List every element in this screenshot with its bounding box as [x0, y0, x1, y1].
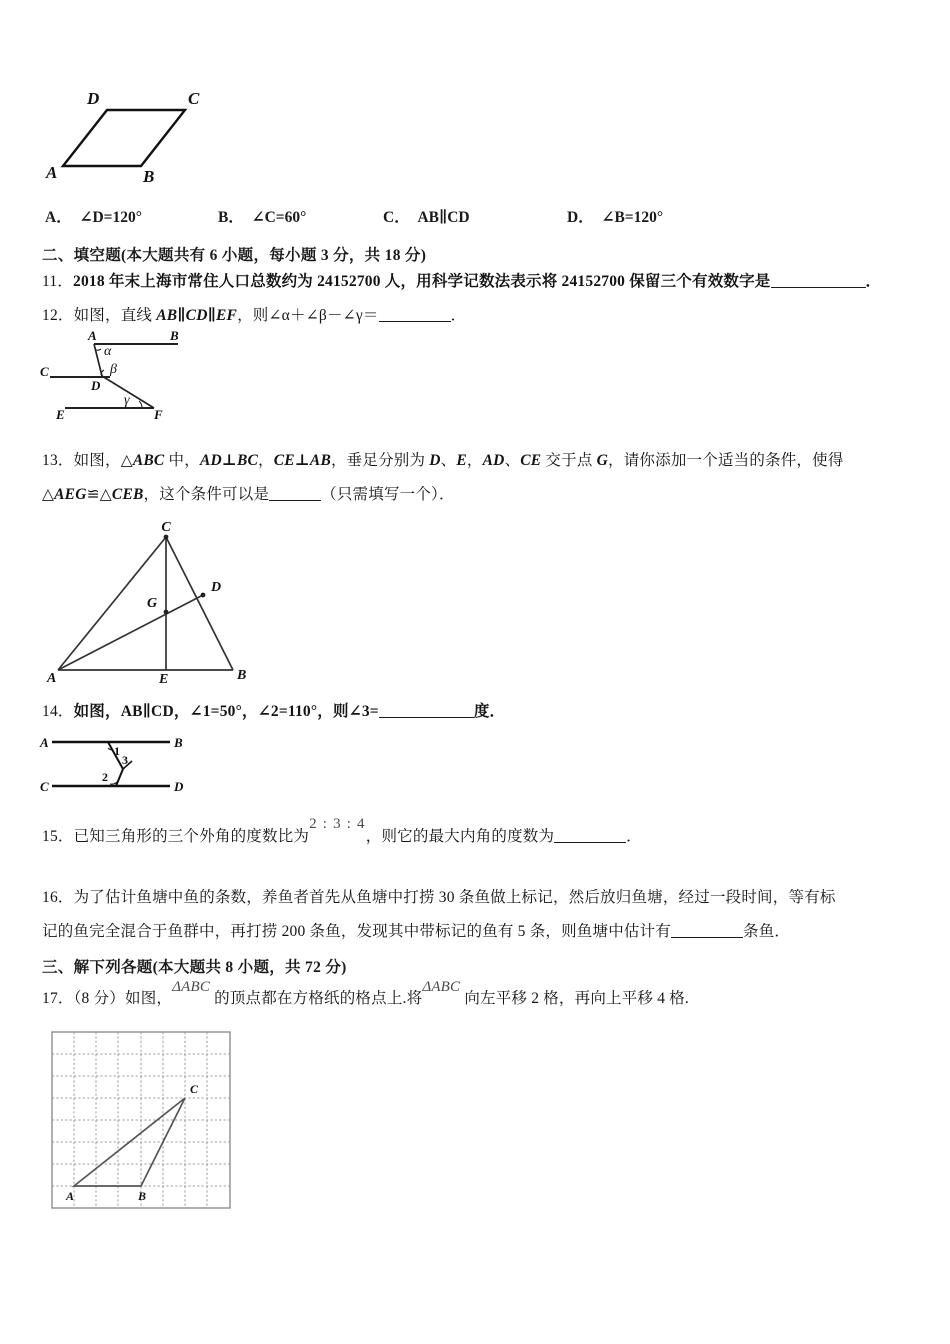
label-B: B: [170, 328, 179, 343]
label-B: B: [174, 735, 183, 750]
q13-l2-m2: CEB: [111, 486, 144, 503]
question-16-line-2: [42, 920, 932, 944]
label-beta: β: [110, 362, 117, 377]
q16-t3: 条鱼．: [743, 923, 791, 940]
q11-text: 2018 年末上海市常住人口总数约为 24152700 人，用科学记数法表示将 24152700 保留三个有效数字是: [73, 273, 771, 290]
q13-l2-t3: ，这个条件可以是: [143, 486, 270, 503]
q12-text-a: 如图，直线: [73, 307, 157, 324]
q17-t2: 的顶点都在方格纸的格点上.将: [214, 990, 423, 1007]
label-B: B: [138, 1189, 147, 1203]
label-A: A: [66, 1189, 75, 1203]
angle-1-label: 1: [114, 744, 120, 758]
q11-answer-blank[interactable]: [771, 287, 866, 288]
q12-answer-blank[interactable]: [379, 321, 451, 322]
q15-answer-blank[interactable]: [554, 842, 626, 843]
q16-t2: 记的鱼完全混合于鱼群中，再打捞 200 条鱼，发现其中带标记的鱼有 5 条，则鱼塘中估计有: [42, 923, 672, 940]
label-alpha: α: [104, 344, 112, 359]
label-E: E: [56, 407, 65, 422]
section-3-heading: 三、解下列各题(本大题共 8 小题，共 72 分): [42, 959, 347, 976]
label-D: D: [211, 580, 222, 595]
q13-m5: E: [456, 452, 467, 469]
q13-t3: ，: [258, 452, 274, 469]
q13-t6: ，: [466, 452, 483, 469]
q13-m1: ABC: [132, 452, 165, 469]
label-B: B: [237, 668, 247, 683]
question-14: [42, 700, 927, 724]
angle-3-label: 3: [122, 753, 128, 767]
q13-t1: 如图，△: [73, 452, 133, 469]
label-gamma: γ: [124, 393, 130, 408]
label-A: A: [46, 163, 58, 182]
question-13-line-1: [42, 449, 927, 473]
label-C: C: [40, 364, 49, 379]
q13-m3: CE⊥AB: [273, 452, 331, 469]
label-B: B: [143, 167, 155, 186]
label-C: C: [161, 520, 171, 535]
question-11: [42, 270, 922, 294]
label-F: F: [154, 407, 163, 422]
question-16-line-1: [42, 886, 932, 910]
q13-t2: 中，: [164, 452, 200, 469]
q17-grid-figure: [50, 1030, 236, 1212]
question-12: [42, 304, 922, 328]
label-D: D: [174, 779, 184, 794]
choice-A[interactable]: A． ∠D=120°: [45, 209, 142, 226]
q12-number: 12．: [42, 307, 74, 324]
q14-m1: AB∥CD: [120, 703, 174, 720]
label-A: A: [47, 671, 57, 686]
q13-m7: CE: [520, 452, 542, 469]
q14-t3: 度．: [473, 703, 506, 720]
label-A: A: [88, 328, 97, 343]
q14-t1: 如图，: [73, 703, 121, 720]
q14-answer-blank[interactable]: [379, 717, 474, 718]
q17-formula-b: ΔABC: [422, 979, 461, 995]
q16-t1: 为了估计鱼塘中鱼的条数，养鱼者首先从鱼塘中打捞 30 条鱼做上标记，然后放归鱼塘，经过一段时间，等有标: [73, 889, 836, 906]
q13-t8: 交于点: [541, 452, 597, 469]
label-D: D: [87, 89, 100, 108]
q14-t2: ，∠1=50°，∠2=110°，则∠3=: [173, 703, 379, 720]
choice-D[interactable]: D． ∠B=120°: [567, 209, 664, 226]
question-13-line-2: [42, 483, 927, 507]
q13-number: 13．: [42, 452, 74, 469]
q16-number: 16．: [42, 889, 74, 906]
choice-B[interactable]: B． ∠C=60°: [218, 209, 307, 226]
q17-score: （8 分）: [73, 990, 125, 1007]
q17-t3: 向左平移 2 格，再向上平移 4 格.: [464, 990, 690, 1007]
q14-number: 14．: [42, 703, 74, 720]
q13-t4: ，垂足分别为: [330, 452, 430, 469]
choice-C[interactable]: C． AB∥CD: [383, 209, 470, 226]
q13-t5: 、: [440, 452, 457, 469]
section-2-heading: 二、填空题(本大题共有 6 小题，每小题 3 分，共 18 分): [42, 247, 427, 264]
q17-number: 17．: [42, 990, 74, 1007]
q15-t2: ，则它的最大内角的度数为: [365, 828, 555, 845]
question-15: [42, 816, 927, 849]
q13-figure: [47, 515, 273, 687]
q10-parallelogram-figure: [45, 82, 215, 187]
label-C: C: [40, 779, 49, 794]
q13-l2-t4: （只需填写一个）．: [321, 486, 455, 503]
label-C: C: [190, 1082, 199, 1096]
question-17: [42, 979, 932, 1011]
q13-t7: 、: [504, 452, 521, 469]
q14-figure: [40, 728, 205, 798]
q12-math-a: AB∥CD∥EF: [156, 307, 238, 324]
q11-number: 11．: [42, 273, 74, 290]
label-C: C: [188, 89, 200, 108]
q15-number: 15．: [42, 828, 74, 845]
label-G: G: [147, 596, 158, 611]
q13-m4: D: [429, 452, 441, 469]
label-D: D: [91, 378, 101, 393]
q13-m8: G: [596, 452, 609, 469]
q12-period: ．: [450, 307, 467, 324]
q16-answer-blank[interactable]: [671, 937, 743, 938]
angle-2-label: 2: [102, 770, 108, 784]
q13-l2-m1: AEG: [54, 486, 87, 503]
q12-figure: [40, 328, 220, 422]
q17-t1: 如图，: [125, 990, 173, 1007]
q13-answer-blank[interactable]: [269, 500, 321, 501]
q11-period: ．: [865, 273, 882, 290]
q17-formula-a: ΔABC: [172, 979, 211, 995]
q15-ratio-formula: 2 : 3 : 4: [309, 816, 366, 832]
q13-m2: AD⊥BC: [199, 452, 259, 469]
q13-l2-t2: ≌△: [86, 486, 112, 503]
label-A: A: [40, 735, 49, 750]
q15-t1: 已知三角形的三个外角的度数比为: [73, 828, 310, 845]
q13-t9: ，请你添加一个适当的条件，使得: [608, 452, 844, 469]
q13-m6: AD: [482, 452, 505, 469]
q15-t3: ．: [626, 828, 642, 845]
label-E: E: [159, 672, 169, 687]
q13-l2-t1: △: [42, 486, 55, 503]
q12-text-b: ，则∠α＋∠β－∠γ＝: [237, 307, 379, 324]
